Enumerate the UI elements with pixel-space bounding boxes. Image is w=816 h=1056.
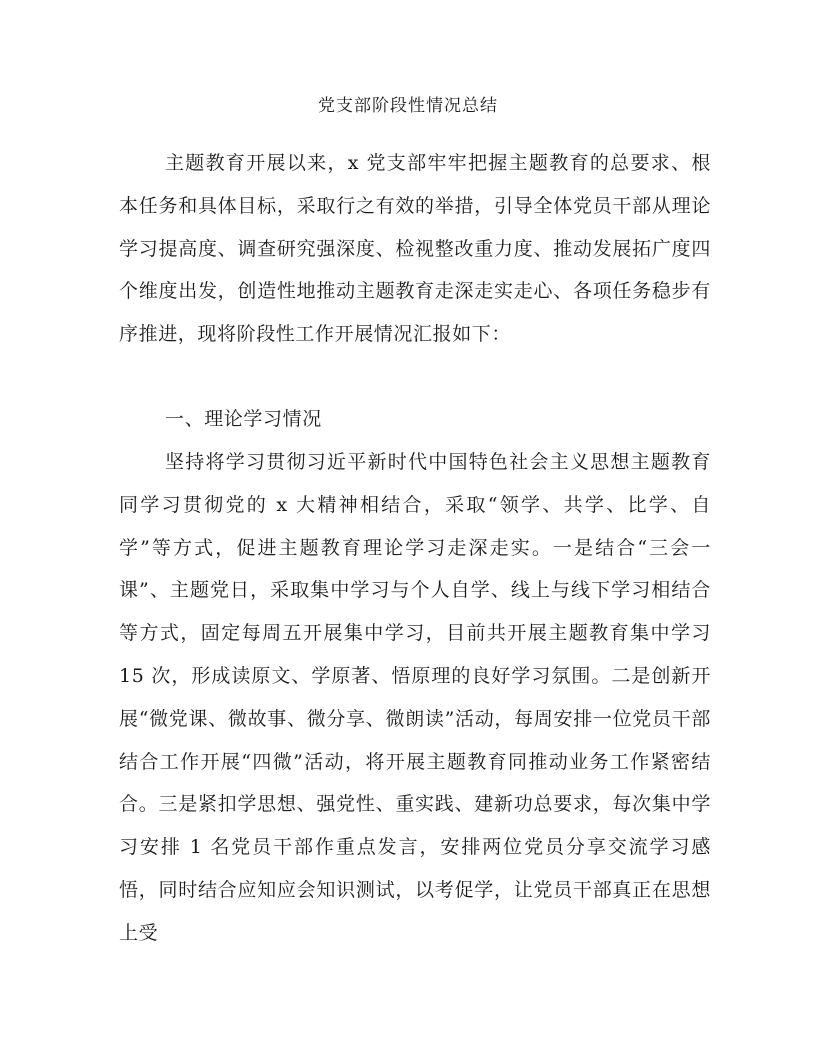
section-heading: 一、理论学习情况 bbox=[165, 408, 322, 430]
intro-paragraph: 主题教育开展以来，x 党支部牢牢把握主题教育的总要求、根本任务和具体目标，采取行之有效的举措，引导全体党员干部从理论学习提高度、调查研究强深度、检视整改重力度、推动发展拓广度四个维度出发，创造性地推动主题教育走深走实走心、各项任务稳步有序推进，现将阶段性工作开展情况汇报如下： bbox=[119, 152, 711, 346]
theory-study-paragraph: 坚持将学习贯彻习近平新时代中国特色社会主义思想主题教育同学习贯彻党的 x 大精神相结合，采取“领学、共学、比学、自学”等方式，促进主题教育理论学习走深走实。一是结合“三会一课”、主题党日，采取集中学习与个人自学、线上与线下学习相结合等方式，固定每周五开展集中学习，目前共开展主题教育集中学习 15 次，形成读原文、学原著、悟原理的良好学习氛围。二是创新开展“微党课、微故事、微分享、微朗读”活动，每周安排一位党员干部结合工作开展“四微”活动，将开展主题教育同推动业务工作紧密结合。三是紧扣学思想、强党性、重实践、建新功总要求，每次集中学习安排 1 名党员干部作重点发言，安排两位党员分享交流学习感悟，同时结合应知应会知识测试，以考促学，让党员干部真正在思想上受 bbox=[119, 451, 711, 944]
document-title: 党支部阶段性情况总结 bbox=[318, 96, 498, 116]
